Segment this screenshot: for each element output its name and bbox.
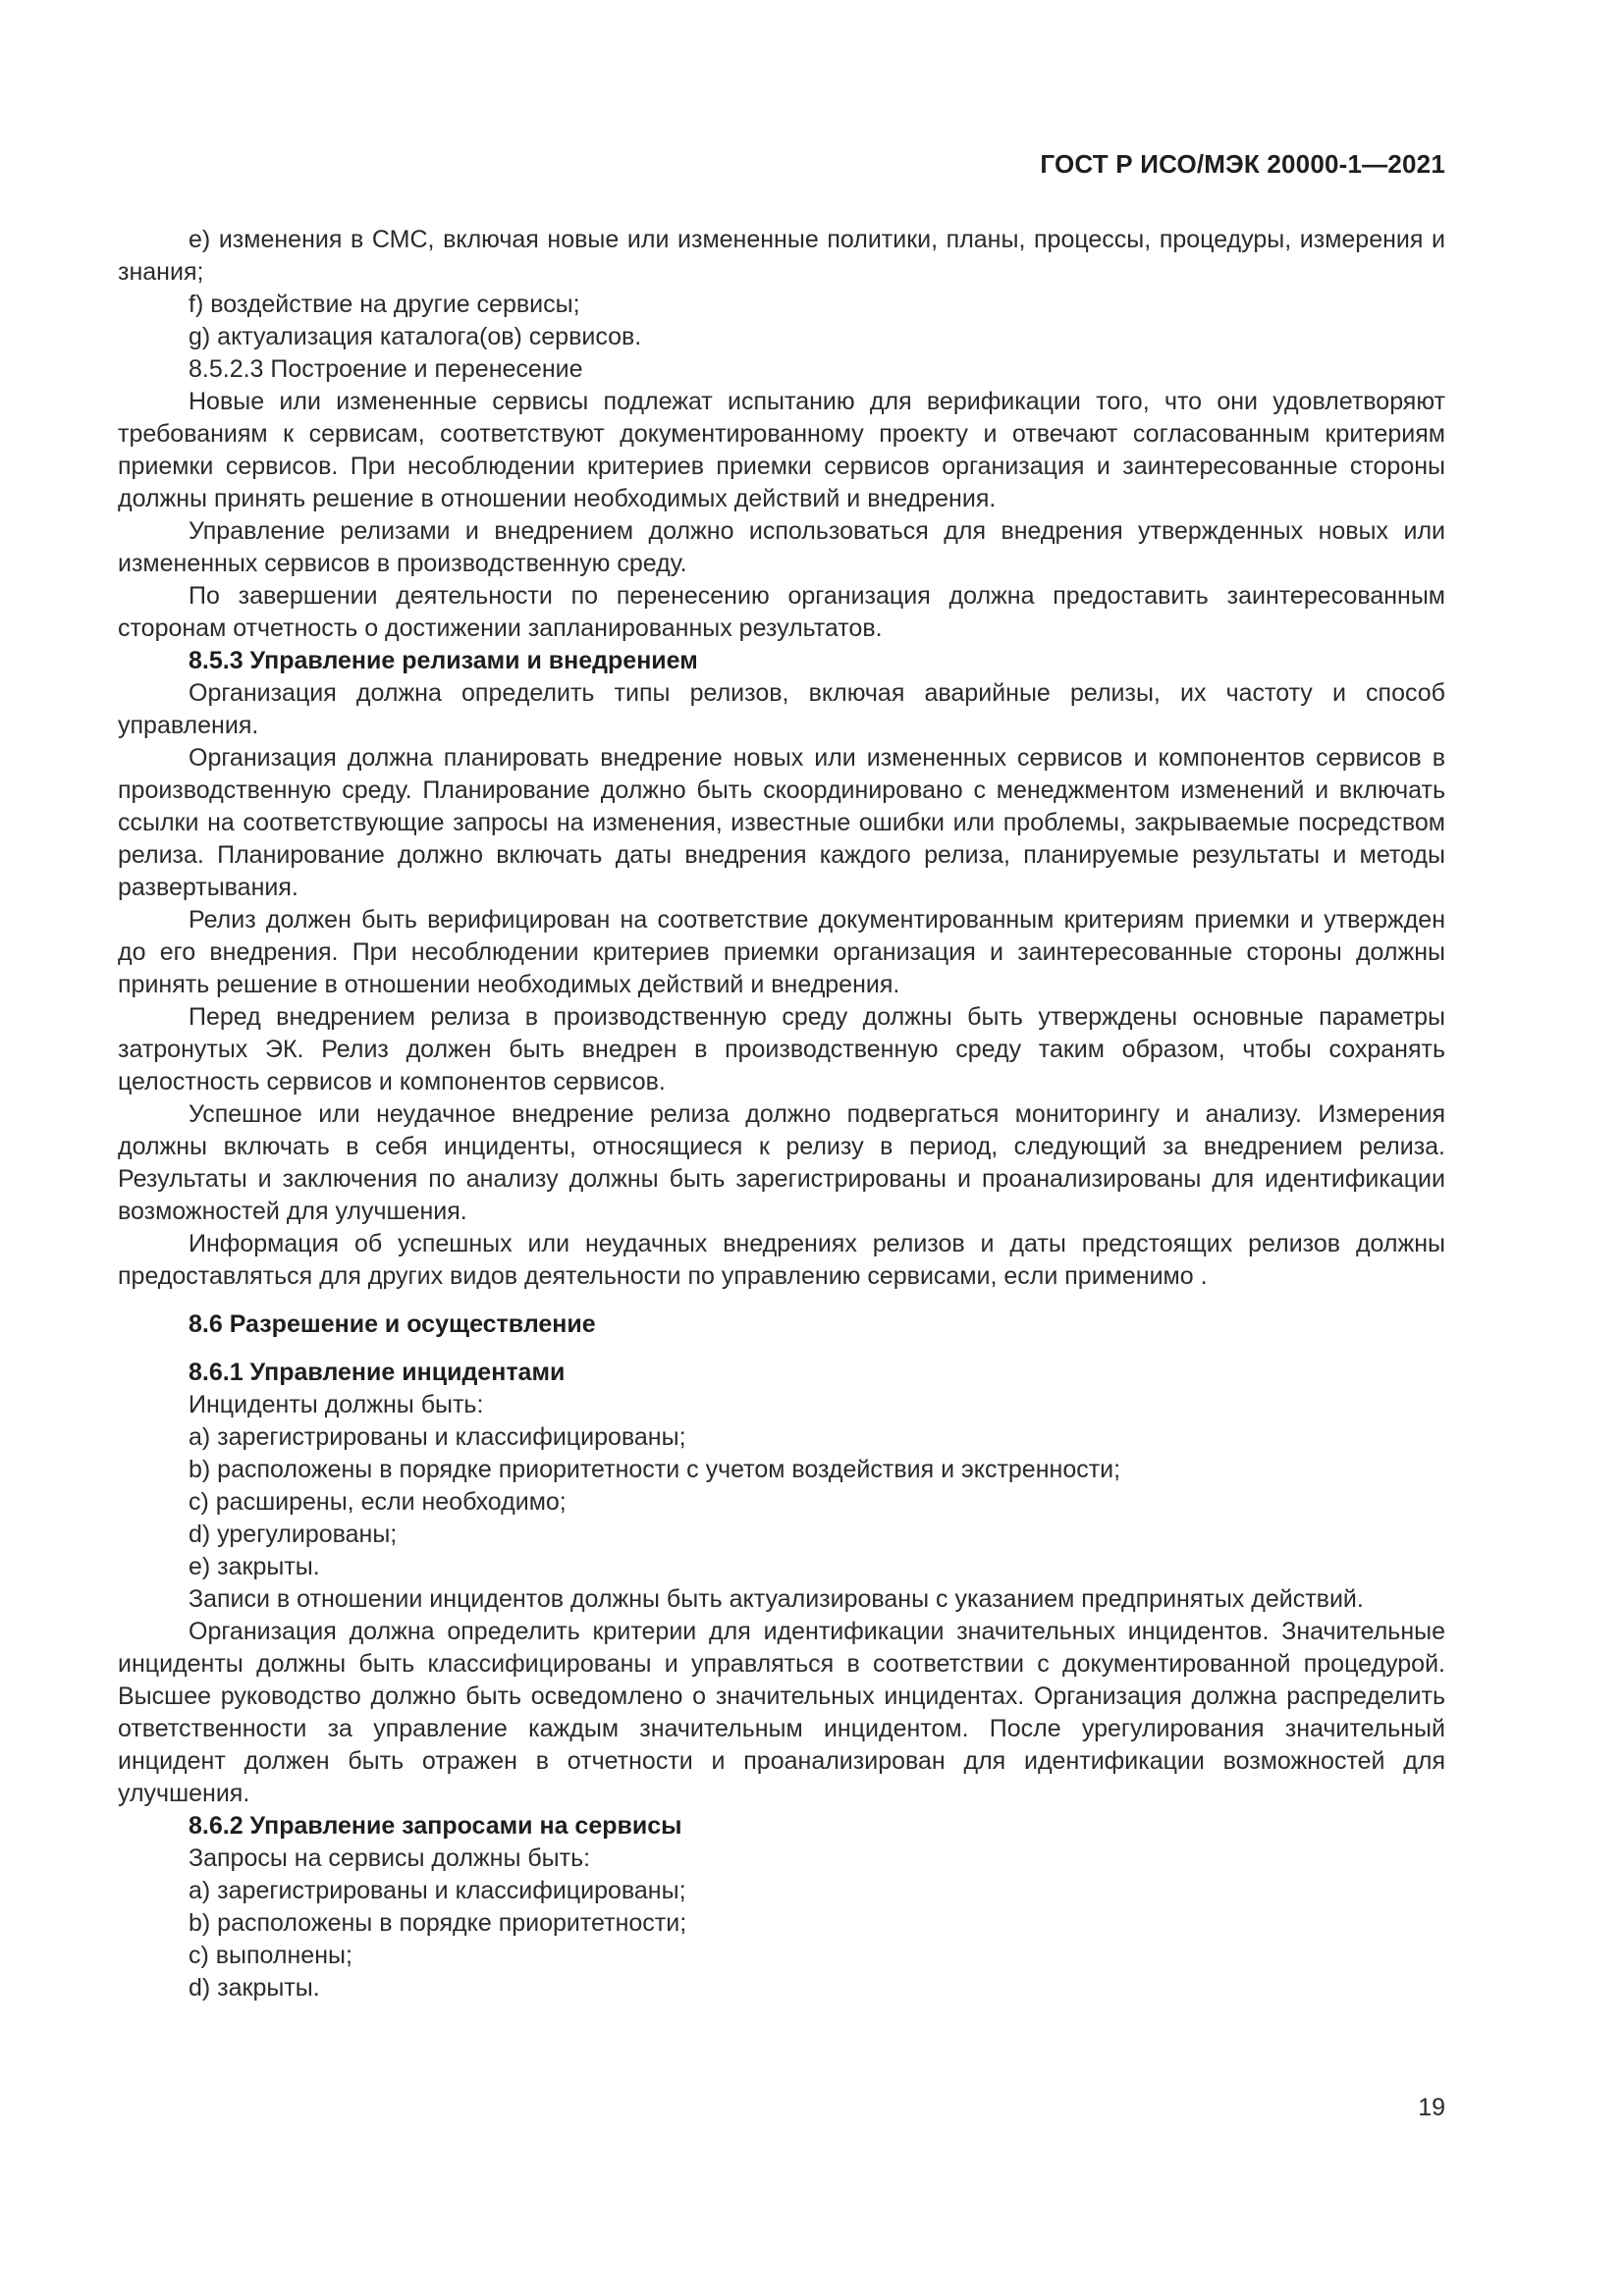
paragraph: Успешное или неудачное внедрение релиза должно подвергаться мониторингу и анализу. Измерения должны включать в себя инциденты, относящиеся к релизу в период, следующий за внедрением релиза. Результаты и заключения по анализу должны быть зарегистрированы и проанализированы для идентификации возможностей для улучшения.	[118, 1100, 1445, 1225]
list-item: c) выполнены;	[189, 1942, 352, 1969]
section-heading: 8.6.1 Управление инцидентами	[189, 1359, 566, 1386]
paragraph: Перед внедрением релиза в производственную среду должны быть утверждены основные параметры затронутых ЭК. Релиз должен быть внедрен в производственную среду таким образом, чтобы сохранять целостность сервисов и компонентов сервисов.	[118, 1003, 1445, 1095]
subclause-title: 8.5.2.3 Построение и перенесение	[189, 355, 583, 383]
list-item: c) расширены, если необходимо;	[189, 1488, 567, 1516]
list-item: b) расположены в порядке приоритетности;	[189, 1909, 687, 1937]
section-heading: 8.6 Разрешение и осуществление	[189, 1310, 596, 1338]
paragraph: Организация должна определить критерии для идентификации значительных инцидентов. Значительные инциденты должны быть классифицированы и управляться в соответствии с документированной процедурой. Высшее руководство должно быть осведомлено о значительных инцидентах. Организация должна распределить ответственности за управление каждым значительным инцидентом. После урегулирования значительный инцидент должен быть отражен в отчетности и проанализирован для идентификации возможностей для улучшения.	[118, 1618, 1445, 1807]
list-item: b) расположены в порядке приоритетности с учетом воздействия и экстренности;	[189, 1456, 1121, 1483]
list-item: d) урегулированы;	[189, 1521, 398, 1548]
section-heading: 8.5.3 Управление релизами и внедрением	[189, 647, 698, 674]
paragraph: Информация об успешных или неудачных внедрениях релизов и даты предстоящих релизов должны предоставляться для других видов деятельности по управлению сервисами, если применимо .	[118, 1230, 1445, 1290]
standard-designation: ГОСТ Р ИСО/МЭК 20000-1—2021	[1040, 149, 1445, 179]
paragraph: Управление релизами и внедрением должно использоваться для внедрения утвержденных новых или измененных сервисов в производственную среду.	[118, 517, 1445, 577]
paragraph: Организация должна определить типы релизов, включая аварийные релизы, их частоту и способ управления.	[118, 679, 1445, 739]
list-item: a) зарегистрированы и классифицированы;	[189, 1877, 686, 1904]
paragraph: Записи в отношении инцидентов должны быть актуализированы с указанием предпринятых действий.	[189, 1585, 1364, 1613]
paragraph: Новые или измененные сервисы подлежат испытанию для верификации того, что они удовлетворяют требованиям к сервисам, соответствуют документированному проекту и отвечают согласованным критериям приемки сервисов. При несоблюдении критериев приемки сервисов организация и заинтересованные стороны должны принять решение в отношении необходимых действий и внедрения.	[118, 388, 1445, 512]
page-body	[118, 224, 1445, 2004]
paragraph: По завершении деятельности по перенесению организация должна предоставить заинтересованным сторонам отчетность о достижении запланированных результатов.	[118, 582, 1445, 642]
list-item: a) зарегистрированы и классифицированы;	[189, 1423, 686, 1451]
page-number: 19	[1418, 2094, 1445, 2121]
list-item: e) закрыты.	[189, 1553, 320, 1580]
list-intro: Инциденты должны быть:	[189, 1391, 484, 1418]
list-item: f) воздействие на другие сервисы;	[189, 291, 580, 318]
list-intro: Запросы на сервисы должны быть:	[189, 1844, 591, 1872]
paragraph: e) изменения в СМС, включая новые или измененные политики, планы, процессы, процедуры, измерения и знания;	[118, 226, 1445, 286]
list-item: g) актуализация каталога(ов) сервисов.	[189, 323, 642, 350]
section-heading: 8.6.2 Управление запросами на сервисы	[189, 1812, 682, 1840]
paragraph: Релиз должен быть верифицирован на соответствие документированным критериям приемки и утвержден до его внедрения. При несоблюдении критериев приемки организация и заинтересованные стороны должны принять решение в отношении необходимых действий и внедрения.	[118, 906, 1445, 998]
paragraph: Организация должна планировать внедрение новых или измененных сервисов и компонентов сервисов в производственную среду. Планирование должно быть скоординировано с менеджментом изменений и включать ссылки на соответствующие запросы на изменения, известные ошибки или проблемы, закрываемые посредством релиза. Планирование должно включать даты внедрения каждого релиза, планируемые результаты и методы развертывания.	[118, 744, 1445, 901]
list-item: d) закрыты.	[189, 1974, 320, 2002]
